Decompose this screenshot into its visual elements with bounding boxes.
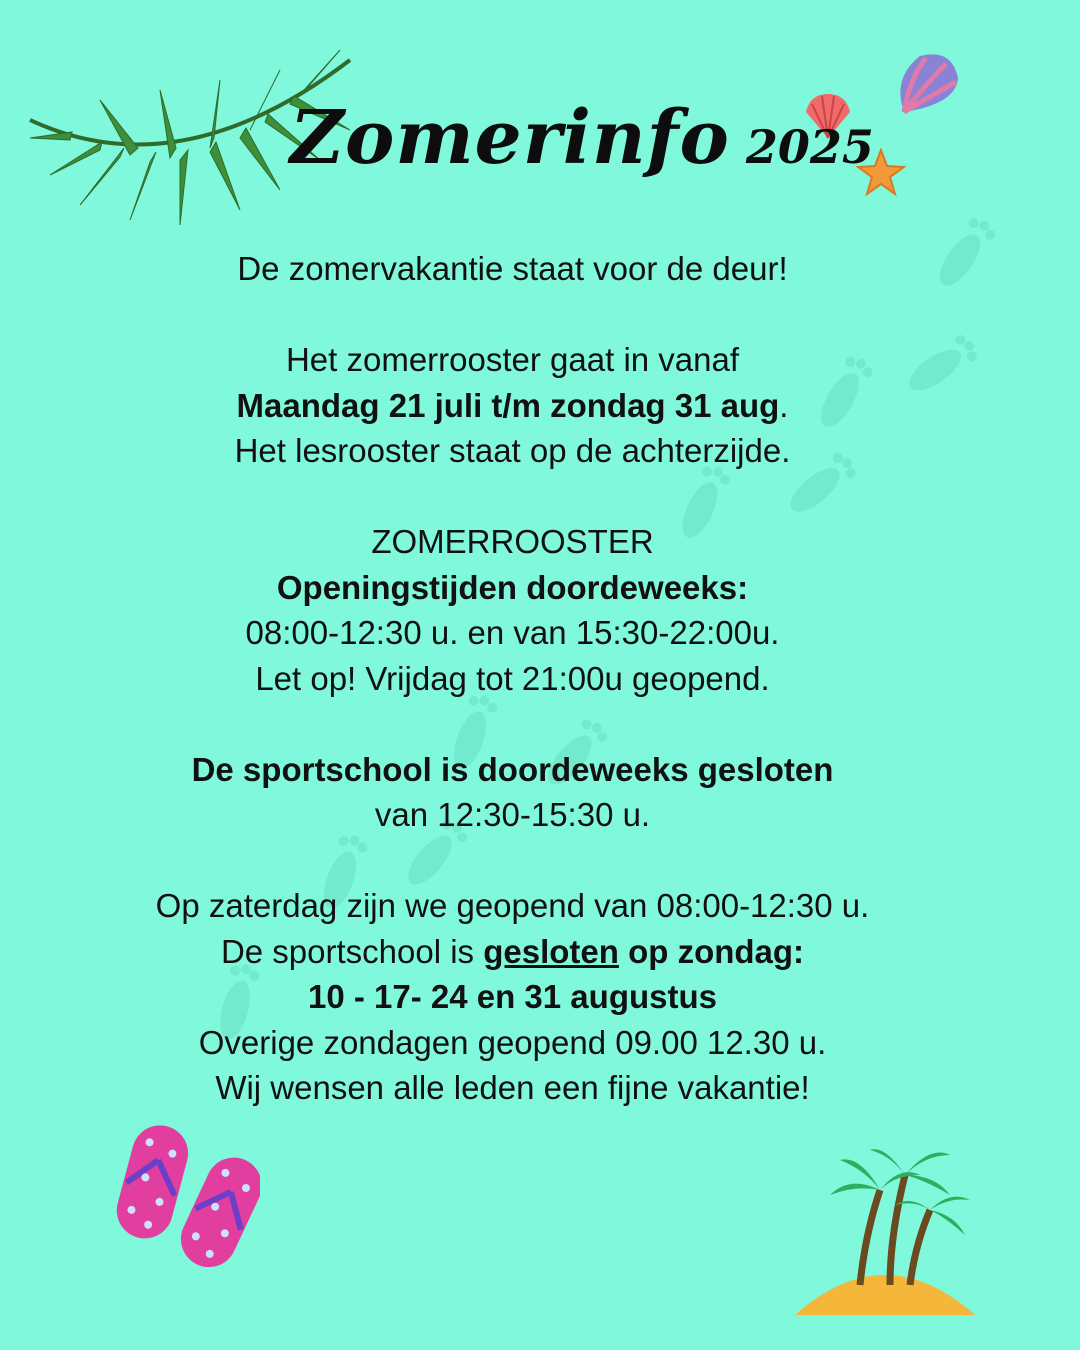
schedule-line-1: Het zomerrooster gaat in vanaf	[285, 341, 740, 378]
info-text	[60, 246, 965, 1111]
sunday-suffix: op zondag:	[618, 932, 805, 970]
sunday-closed: gesloten	[483, 932, 619, 970]
schedule-period: Maandag 21 juli t/m zondag 31 aug	[236, 386, 780, 424]
title-script: Zomerinfo	[290, 95, 730, 181]
flip-flops-icon	[110, 1120, 260, 1280]
closed-line-2: van 12:30-15:30 u.	[374, 796, 651, 833]
title-year: 2025	[745, 120, 874, 174]
intro-line: De zomervakantie staat voor de deur!	[237, 250, 788, 287]
hours-subheading: Openingstijden doordeweeks:	[276, 568, 749, 606]
sunday-line	[60, 929, 965, 975]
sunday-prefix: De sportschool is	[220, 932, 484, 970]
seashell-icon	[890, 48, 962, 120]
other-sundays: Overige zondagen geopend 09.00 12.30 u.	[198, 1023, 827, 1061]
schedule-period-end: .	[779, 386, 789, 424]
palm-island-icon	[790, 1135, 980, 1325]
saturday-line: Op zaterdag zijn we geopend van 08:00-12:30 u.	[155, 887, 870, 924]
hours-note: Let op! Vrijdag tot 21:00u geopend.	[255, 659, 770, 697]
schedule-period-line	[60, 383, 965, 429]
closed-dates: 10 - 17- 24 en 31 augustus	[307, 978, 717, 1015]
hours-heading: ZOMERROOSTER	[371, 523, 654, 560]
page-title	[290, 95, 874, 205]
closing-wish: Wij wensen alle leden een fijne vakantie!	[215, 1069, 810, 1106]
hours-times: 08:00-12:30 u. en van 15:30-22:00u.	[245, 614, 780, 651]
closed-line-1: De sportschool is doordeweeks gesloten	[191, 750, 834, 788]
schedule-line-3: Het lesrooster staat op de achterzijde.	[234, 432, 791, 469]
